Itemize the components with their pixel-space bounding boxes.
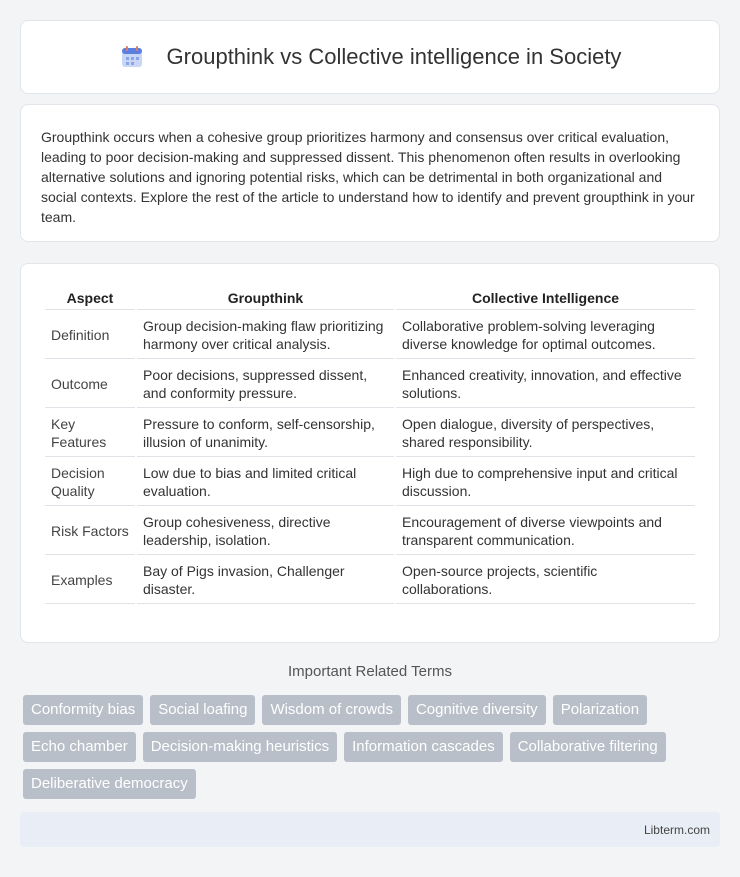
footer (20, 812, 720, 847)
row-collective-intelligence: High due to comprehensive input and critical discussion. (396, 459, 695, 506)
tag-conformity-bias[interactable]: Conformity bias (23, 695, 143, 725)
tag-wisdom-of-crowds[interactable]: Wisdom of crowds (262, 695, 401, 725)
row-aspect: Key Features (45, 410, 135, 457)
table-row (45, 557, 695, 604)
row-aspect: Definition (45, 312, 135, 359)
row-aspect: Decision Quality (45, 459, 135, 506)
related-terms-list (23, 695, 723, 799)
tag-deliberative-democracy[interactable]: Deliberative democracy (23, 769, 196, 799)
table-header-row (45, 288, 695, 310)
row-collective-intelligence: Collaborative problem-solving leveraging diverse knowledge for optimal outcomes. (396, 312, 695, 359)
tag-information-cascades[interactable]: Information cascades (344, 732, 503, 762)
table-row (45, 410, 695, 457)
row-aspect: Risk Factors (45, 508, 135, 555)
footer-site-link[interactable]: Libterm.com (643, 822, 710, 837)
table-row (45, 361, 695, 408)
column-header-collective-intelligence: Collective Intelligence (396, 288, 695, 310)
row-aspect: Examples (45, 557, 135, 604)
calendar-icon (119, 44, 145, 70)
tag-echo-chamber[interactable]: Echo chamber (23, 732, 136, 762)
tag-polarization[interactable]: Polarization (553, 695, 647, 725)
comparison-table-card (20, 263, 720, 643)
row-groupthink: Group decision-making flaw prioritizing harmony over critical analysis. (137, 312, 394, 359)
header-card (20, 20, 720, 94)
column-header-groupthink: Groupthink (137, 288, 394, 310)
tag-cognitive-diversity[interactable]: Cognitive diversity (408, 695, 546, 725)
table-row (45, 459, 695, 506)
tag-collaborative-filtering[interactable]: Collaborative filtering (510, 732, 666, 762)
comparison-table (43, 286, 697, 606)
intro-text: Groupthink occurs when a cohesive group prioritizes harmony and consensus over critical evaluation, leading to poor decision-making and suppressed dissent. This phenomenon often results in overlooking alternative solutions and ignoring potential risks, which can be detrimental in both organizational and social contexts. Explore the rest of the article to understand how to identify and prevent groupthink in your team. (41, 129, 695, 225)
row-groupthink: Poor decisions, suppressed dissent, and conformity pressure. (137, 361, 394, 408)
row-groupthink: Group cohesiveness, directive leadership, isolation. (137, 508, 394, 555)
intro-card (20, 104, 720, 242)
row-groupthink: Low due to bias and limited critical evaluation. (137, 459, 394, 506)
tag-social-loafing[interactable]: Social loafing (150, 695, 255, 725)
table-row (45, 508, 695, 555)
row-collective-intelligence: Open dialogue, diversity of perspectives, shared responsibility. (396, 410, 695, 457)
row-groupthink: Pressure to conform, self-censorship, illusion of unanimity. (137, 410, 394, 457)
row-collective-intelligence: Encouragement of diverse viewpoints and transparent communication. (396, 508, 695, 555)
related-terms-title: Important Related Terms (288, 663, 452, 680)
tag-decision-making-heuristics[interactable]: Decision-making heuristics (143, 732, 337, 762)
row-collective-intelligence: Enhanced creativity, innovation, and effective solutions. (396, 361, 695, 408)
column-header-aspect: Aspect (45, 288, 135, 310)
row-groupthink: Bay of Pigs invasion, Challenger disaster. (137, 557, 394, 604)
table-row (45, 312, 695, 359)
page-title: Groupthink vs Collective intelligence in Society (166, 44, 622, 69)
row-aspect: Outcome (45, 361, 135, 408)
row-collective-intelligence: Open-source projects, scientific collaborations. (396, 557, 695, 604)
